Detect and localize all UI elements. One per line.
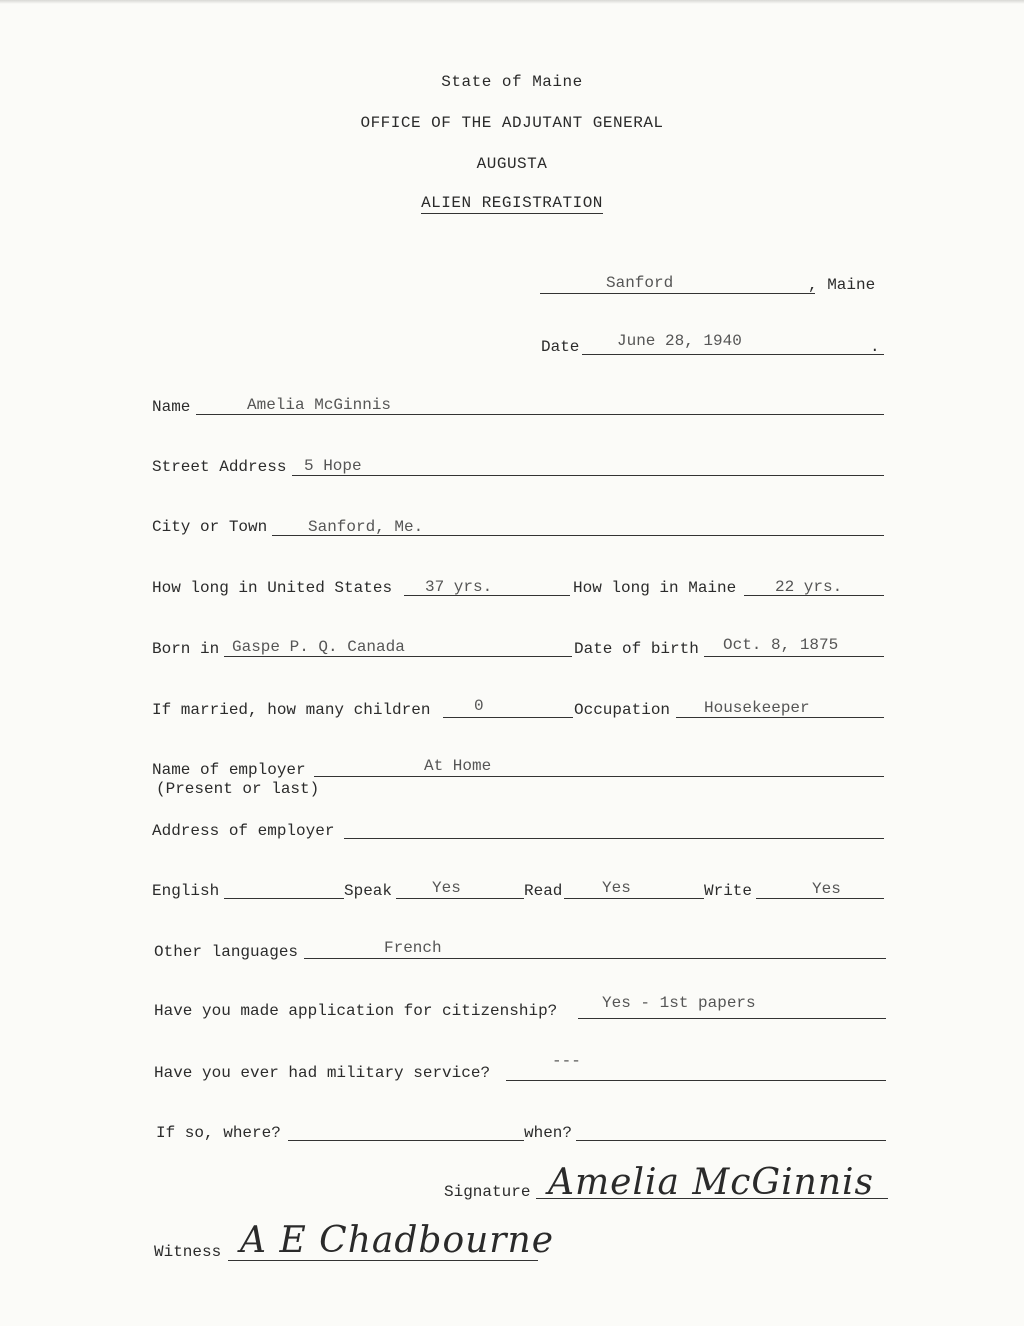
name-value: Amelia McGinnis — [247, 396, 392, 414]
citizenship-value: Yes - 1st papers — [602, 994, 756, 1012]
header-office: OFFICE OF THE ADJUTANT GENERAL — [360, 114, 664, 132]
when-line — [576, 1140, 886, 1141]
military-label: Have you ever had military service? — [154, 1064, 491, 1082]
read-value: Yes — [602, 879, 631, 897]
read-line — [564, 898, 704, 899]
dob-label: Date of birth — [574, 640, 699, 658]
military-value: --- — [552, 1052, 581, 1070]
citizenship-line — [578, 1018, 886, 1019]
dob-value: Oct. 8, 1875 — [723, 636, 839, 654]
write-line — [756, 898, 884, 899]
scan-edge — [0, 0, 1024, 4]
when-label: when? — [524, 1124, 573, 1142]
name-line — [196, 414, 884, 415]
employer-sublabel: (Present or last) — [156, 780, 320, 798]
form-title-text: ALIEN REGISTRATION — [421, 194, 603, 212]
street-label: Street Address — [152, 458, 287, 476]
occupation-line — [676, 717, 884, 718]
occupation-value: Housekeeper — [704, 699, 810, 717]
maine-time-label: How long in Maine — [573, 579, 737, 597]
dob-line — [704, 656, 884, 657]
read-label: Read — [524, 882, 563, 900]
english-label: English — [152, 882, 220, 900]
header-state: State of Maine — [441, 73, 583, 91]
name-label: Name — [152, 398, 191, 416]
city-label: City or Town — [152, 518, 268, 536]
header-city: AUGUSTA — [476, 155, 548, 173]
date-period: . — [870, 338, 880, 356]
speak-line — [396, 898, 524, 899]
citizenship-label: Have you made application for citizenship? — [154, 1002, 558, 1020]
english-line — [224, 898, 344, 899]
other-languages-value: French — [384, 939, 442, 957]
street-line — [292, 475, 884, 476]
children-line — [443, 717, 573, 718]
speak-label: Speak — [344, 882, 393, 900]
write-value: Yes — [812, 880, 841, 898]
write-label: Write — [704, 882, 753, 900]
speak-value: Yes — [432, 879, 461, 897]
where-line — [288, 1140, 524, 1141]
other-languages-label: Other languages — [154, 943, 299, 961]
date-value: June 28, 1940 — [617, 332, 742, 350]
location-line — [540, 293, 815, 294]
form-title — [0, 194, 1024, 212]
date-line — [582, 354, 884, 355]
location-value: Sanford — [606, 274, 674, 292]
children-label: If married, how many children — [152, 701, 431, 719]
other-languages-line — [304, 958, 886, 959]
born-in-line — [224, 656, 572, 657]
us-time-value: 37 yrs. — [425, 578, 493, 596]
children-value: 0 — [474, 697, 484, 715]
location-suffix: , Maine — [808, 276, 876, 294]
date-label: Date — [541, 338, 580, 356]
employer-address-line — [344, 838, 884, 839]
city-value: Sanford, Me. — [308, 518, 424, 536]
employer-address-label: Address of employer — [152, 822, 335, 840]
military-line — [506, 1080, 886, 1081]
us-time-label: How long in United States — [152, 579, 393, 597]
signature-label: Signature — [444, 1183, 531, 1201]
maine-time-value: 22 yrs. — [775, 578, 843, 596]
born-in-value: Gaspe P. Q. Canada — [232, 638, 405, 656]
employer-line — [314, 776, 884, 777]
born-in-label: Born in — [152, 640, 220, 658]
signature-handwriting: Amelia McGinnis — [548, 1162, 875, 1203]
occupation-label: Occupation — [574, 701, 671, 719]
witness-label: Witness — [154, 1243, 222, 1261]
employer-value: At Home — [424, 757, 492, 775]
employer-label: Name of employer — [152, 761, 306, 779]
street-value: 5 Hope — [304, 457, 362, 475]
witness-handwriting: A E Chadbourne — [240, 1220, 555, 1261]
where-label: If so, where? — [156, 1124, 281, 1142]
